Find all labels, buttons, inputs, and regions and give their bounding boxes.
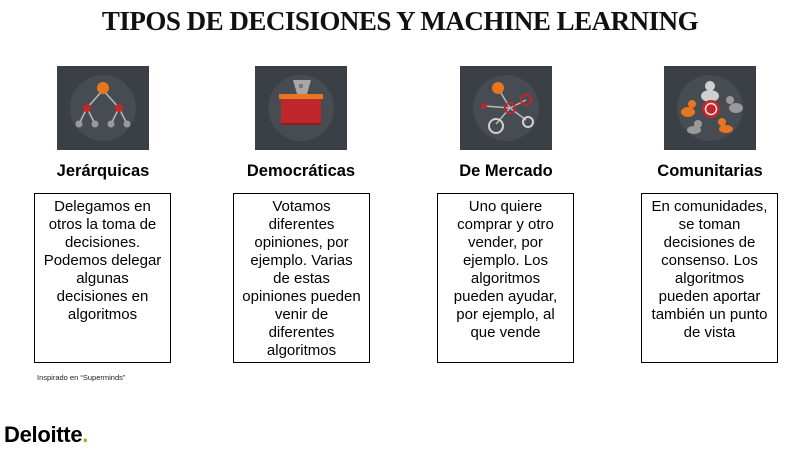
column-comunitarias — [630, 66, 790, 341]
column-description: Votamos diferentes opiniones, por ejemplo. Varias de estas opiniones pueden venir de diferentes algoritmos — [233, 193, 370, 363]
community-icon — [664, 66, 756, 150]
column-description: En comunidades, se toman decisiones de consenso. Los algoritmos pueden aportar también un punto de vista — [641, 193, 778, 363]
ballot-box-icon — [255, 66, 347, 150]
network-icon — [460, 66, 552, 150]
logo-text: Deloitte — [4, 422, 83, 447]
page-title: TIPOS DE DECISIONES Y MACHINE LEARNING — [101, 6, 699, 36]
column-heading: Democráticas — [246, 162, 356, 180]
logo-dot: . — [82, 422, 89, 447]
hierarchy-icon — [57, 66, 149, 150]
column-heading: De Mercado — [459, 162, 553, 180]
column-description: Uno quiere comprar y otro vender, por ejemplo. Los algoritmos pueden ayudar, por ejemplo, al que vende — [437, 193, 574, 363]
column-jerarquicas — [23, 66, 183, 323]
column-heading: Jerárquicas — [56, 162, 150, 180]
footnote: Inspirado en “Superminds” — [37, 373, 126, 382]
column-description: Delegamos en otros la toma de decisiones. Podemos delegar algunas decisiones en algoritmos — [34, 193, 171, 363]
column-de-mercado — [426, 66, 586, 341]
column-democraticas — [221, 66, 381, 359]
deloitte-logo — [4, 422, 88, 448]
column-heading: Comunitarias — [657, 162, 763, 180]
